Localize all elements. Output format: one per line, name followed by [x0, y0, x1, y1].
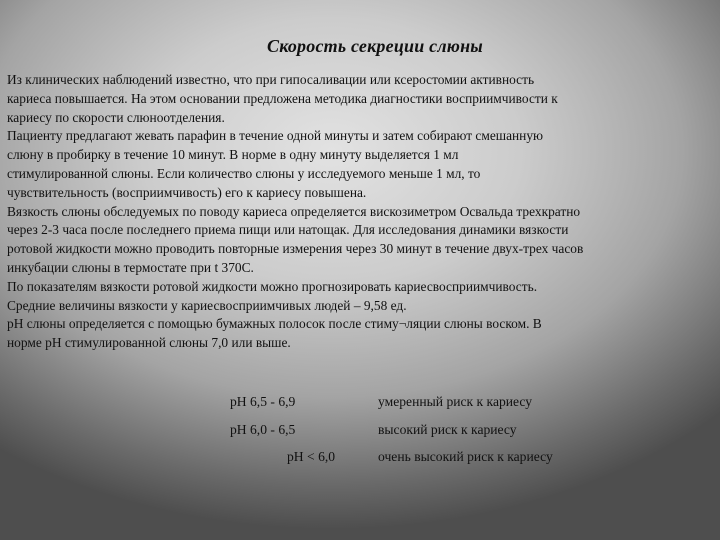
slide-title [0, 36, 720, 57]
text-line: норме рН стимулированной слюны 7,0 или выше. [7, 335, 291, 351]
text-line: Средние величины вязкости у кариесвосприимчивых людей – 9,58 ед. [7, 297, 407, 313]
text-line: рН слюны определяется с помощью бумажных полосок после стиму¬ляции слюны воском. В [7, 316, 542, 332]
ph-range: рН 6,0 - 6,5 [230, 422, 296, 437]
text-line: По показателям вязкости ротовой жидкости можно прогнозировать кариесвосприимчивость. [7, 278, 538, 294]
risk-label: умеренный риск к кариесу [378, 394, 533, 409]
risk-label: высокий риск к кариесу [378, 422, 517, 437]
text-line: ротовой жидкости можно проводить повторные измерения через 30 минут в течение двух-трех часов [7, 241, 584, 257]
text-line: Вязкость слюны обследуемых по поводу кариеса определяется вискозиметром Освальда трехкратно [7, 203, 581, 219]
text-line: кариеса повышается. На этом основании предложена методика диагностики восприимчивости к [7, 90, 558, 106]
body-text [7, 71, 707, 353]
ph-range: рН 6,5 - 6,9 [230, 394, 296, 409]
ph-range: рН < 6,0 [287, 449, 336, 464]
slide-title-text: Скорость секреции слюны [267, 36, 483, 56]
text-line: Из клинических наблюдений известно, что при гипосаливации или ксеростомии активность [7, 72, 535, 87]
risk-label: очень высокий риск к кариесу [378, 449, 553, 464]
text-line: Пациенту предлагают жевать парафин в течение одной минуты и затем собирают смешанную [7, 128, 544, 144]
text-line: стимулированной слюны. Если количество слюны у исследуемого меньше 1 мл, то [7, 165, 481, 181]
text-line: слюну в пробирку в течение 10 минут. В норме в одну минуту выделяется 1 мл [7, 147, 459, 163]
text-line: чувствительность (восприимчивость) его к кариесу повышена. [7, 184, 367, 200]
text-line: через 2-3 часа после последнего приема пищи или натощак. Для исследования динамики вязкости [7, 222, 569, 238]
text-line: кариесу по скорости слюноотделения. [7, 109, 225, 125]
text-line: инкубации слюны в термостате при t 370С. [7, 259, 254, 275]
